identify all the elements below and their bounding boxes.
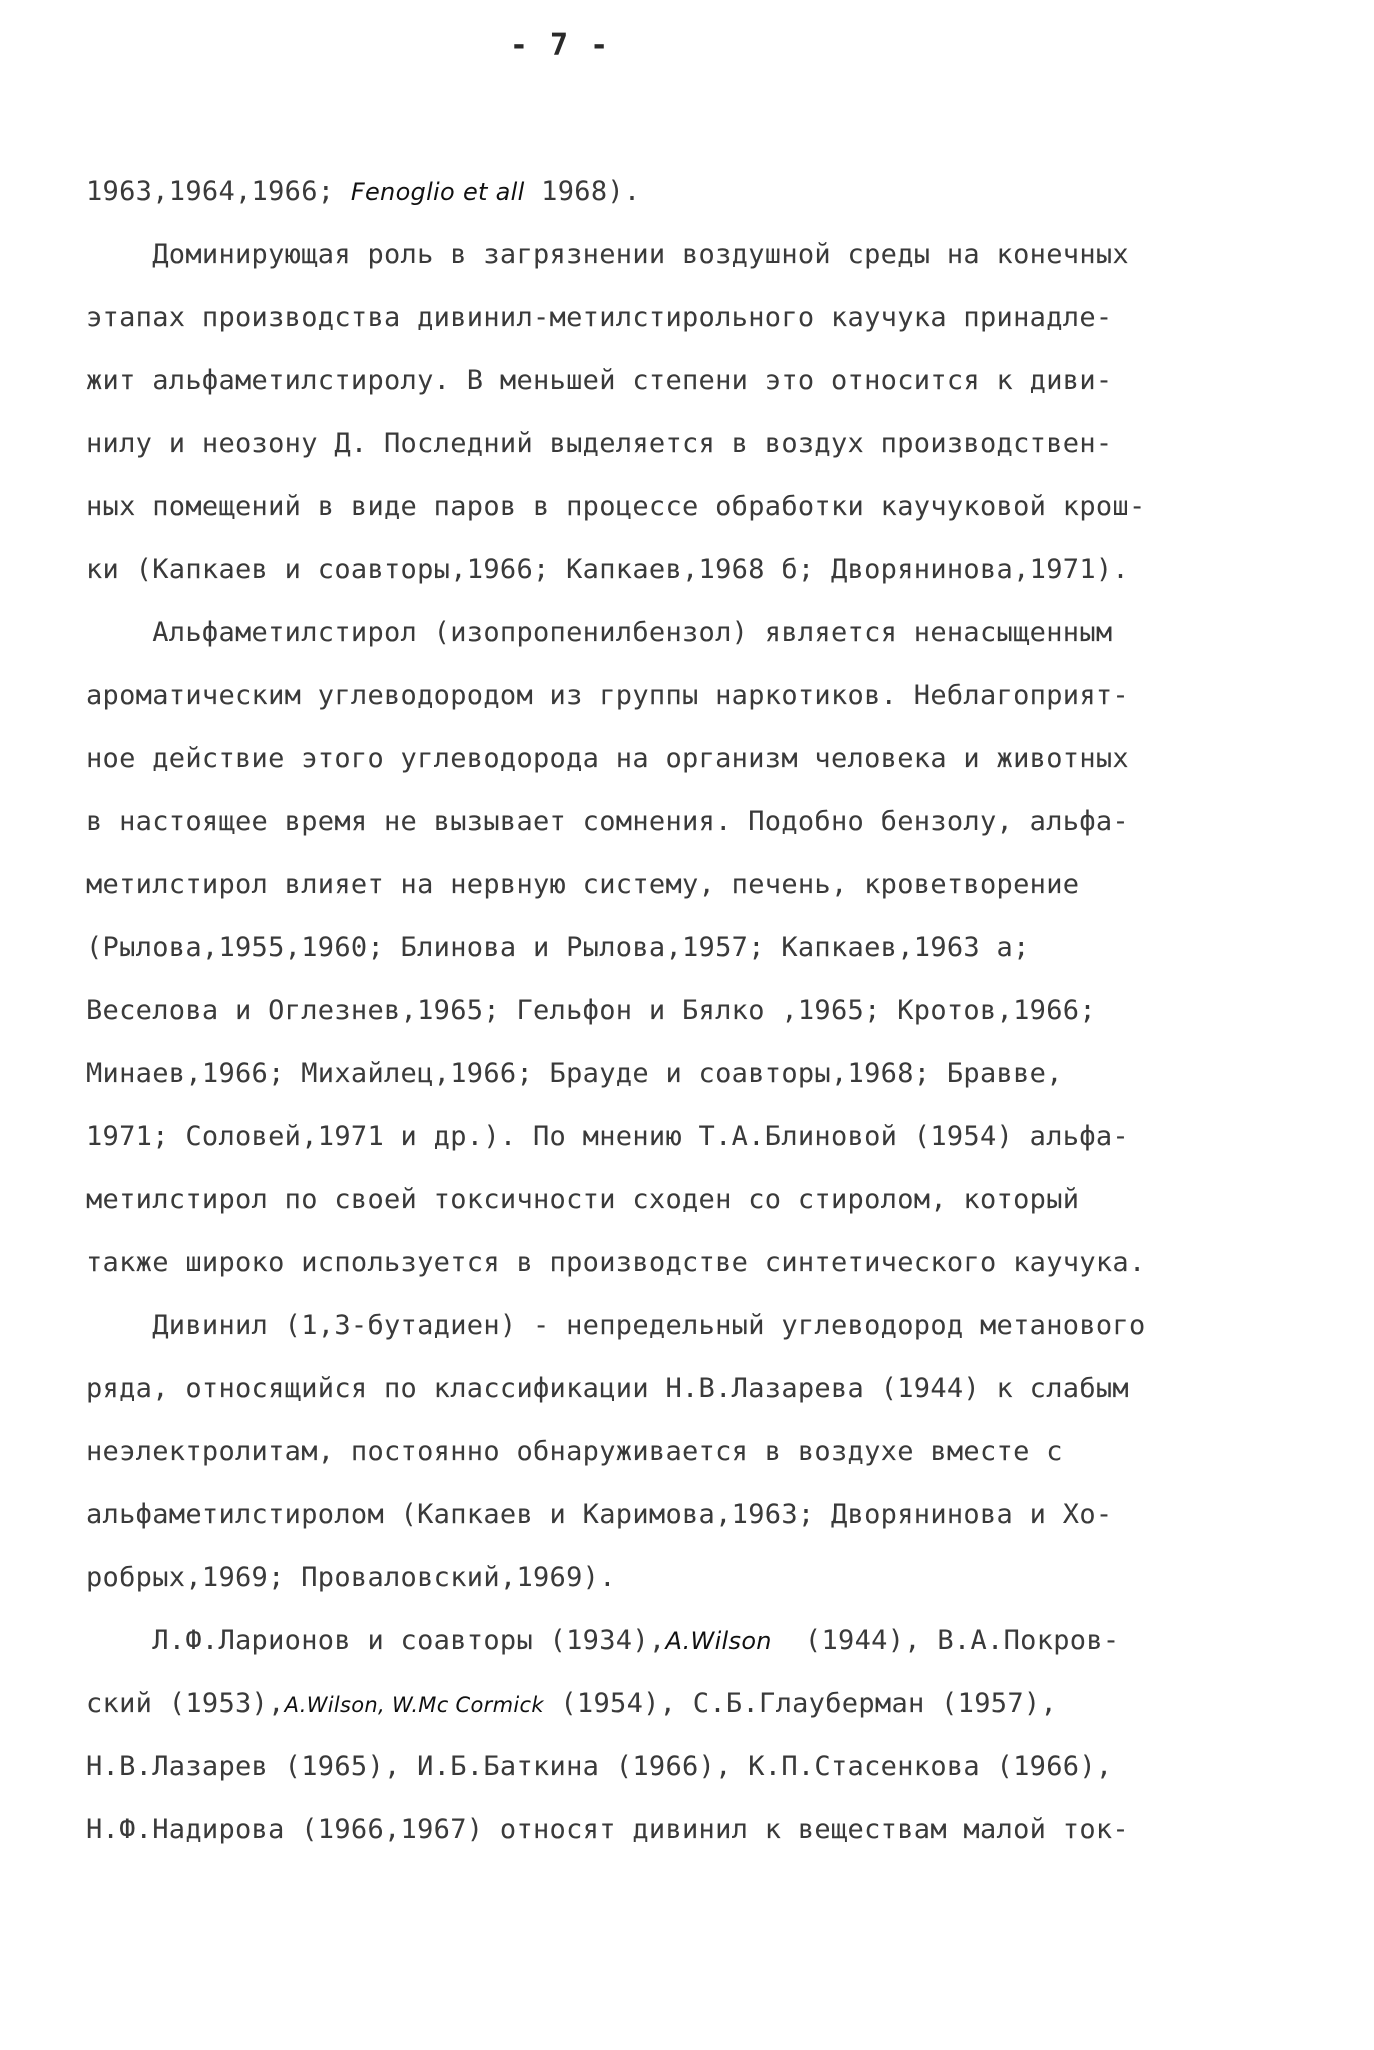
text-line: Н.В.Лазарев (1965), И.Б.Баткина (1966), К.П.Стасенкова (1966), bbox=[86, 1751, 1113, 1782]
handwritten-annotation: A.Wilson, W.Mc Cormick bbox=[284, 1693, 544, 1717]
text-line bbox=[86, 1609, 1296, 1672]
text-line: метилстирол влияет на нервную систему, печень, кроветворение bbox=[86, 869, 1080, 900]
typed-text: (1954), С.Б.Глауберман (1957), bbox=[543, 1688, 1058, 1719]
text-line: робрых,1969; Проваловский,1969). bbox=[86, 1562, 616, 1593]
text-line bbox=[86, 160, 1296, 223]
typed-text: 1968). bbox=[524, 176, 641, 207]
text-line: Доминирующая роль в загрязнении воздушной среды на конечных bbox=[86, 239, 1129, 270]
text-line bbox=[86, 1672, 1296, 1735]
text-line: метилстирол по своей токсичности сходен со стиролом, который bbox=[86, 1184, 1080, 1215]
text-line: также широко используется в производстве синтетического каучука. bbox=[86, 1247, 1146, 1278]
typed-text: Л.Ф.Ларионов и соавторы (1934), bbox=[86, 1625, 666, 1656]
text-line: ряда, относящийся по классификации Н.В.Лазарева (1944) к слабым bbox=[86, 1373, 1129, 1404]
handwritten-annotation: Fenoglio et all bbox=[350, 178, 525, 206]
text-line: Дивинил (1,3-бутадиен) - непредельный углеводород метанового bbox=[86, 1310, 1146, 1341]
text-line: этапах производства дивинил-метилстирольного каучука принадле- bbox=[86, 302, 1113, 333]
text-line: Веселова и Оглезнев,1965; Гельфон и Бялко ,1965; Кротов,1966; bbox=[86, 995, 1096, 1026]
text-line: ное действие этого углеводорода на организм человека и животных bbox=[86, 743, 1129, 774]
text-line: жит альфаметилстиролу. В меньшей степени это относится к диви- bbox=[86, 365, 1113, 396]
typed-text: 1963,1964,1966; bbox=[86, 176, 351, 207]
text-line: альфаметилстиролом (Капкаев и Каримова,1963; Дворянинова и Хо- bbox=[86, 1499, 1113, 1530]
text-line: Минаев,1966; Михайлец,1966; Брауде и соавторы,1968; Бравве, bbox=[86, 1058, 1063, 1089]
text-line: неэлектролитам, постоянно обнаруживается в воздухе вместе с bbox=[86, 1436, 1063, 1467]
text-line: в настоящее время не вызывает сомнения. Подобно бензолу, альфа- bbox=[86, 806, 1129, 837]
body-text bbox=[86, 160, 1296, 1861]
text-line: Альфаметилстирол (изопропенилбензол) является ненасыщенным bbox=[86, 617, 1113, 648]
text-line: Н.Ф.Надирова (1966,1967) относят дивинил к веществам малой ток- bbox=[86, 1814, 1129, 1845]
text-line: ки (Капкаев и соавторы,1966; Капкаев,1968 б; Дворянинова,1971). bbox=[86, 554, 1129, 585]
text-line: (Рылова,1955,1960; Блинова и Рылова,1957; Капкаев,1963 а; bbox=[86, 932, 1030, 963]
text-line: ароматическим углеводородом из группы наркотиков. Неблагоприят- bbox=[86, 680, 1129, 711]
text-line: 1971; Соловей,1971 и др.). По мнению Т.А.Блиновой (1954) альфа- bbox=[86, 1121, 1129, 1152]
typed-text: (1944), В.А.Покров- bbox=[771, 1625, 1120, 1656]
page-number: - 7 - bbox=[509, 28, 611, 63]
handwritten-annotation: A.Wilson bbox=[665, 1627, 772, 1655]
typed-text: ский (1953), bbox=[86, 1688, 285, 1719]
text-line: ных помещений в виде паров в процессе обработки каучуковой крош- bbox=[86, 491, 1146, 522]
text-line: нилу и неозону Д. Последний выделяется в воздух производствен- bbox=[86, 428, 1113, 459]
